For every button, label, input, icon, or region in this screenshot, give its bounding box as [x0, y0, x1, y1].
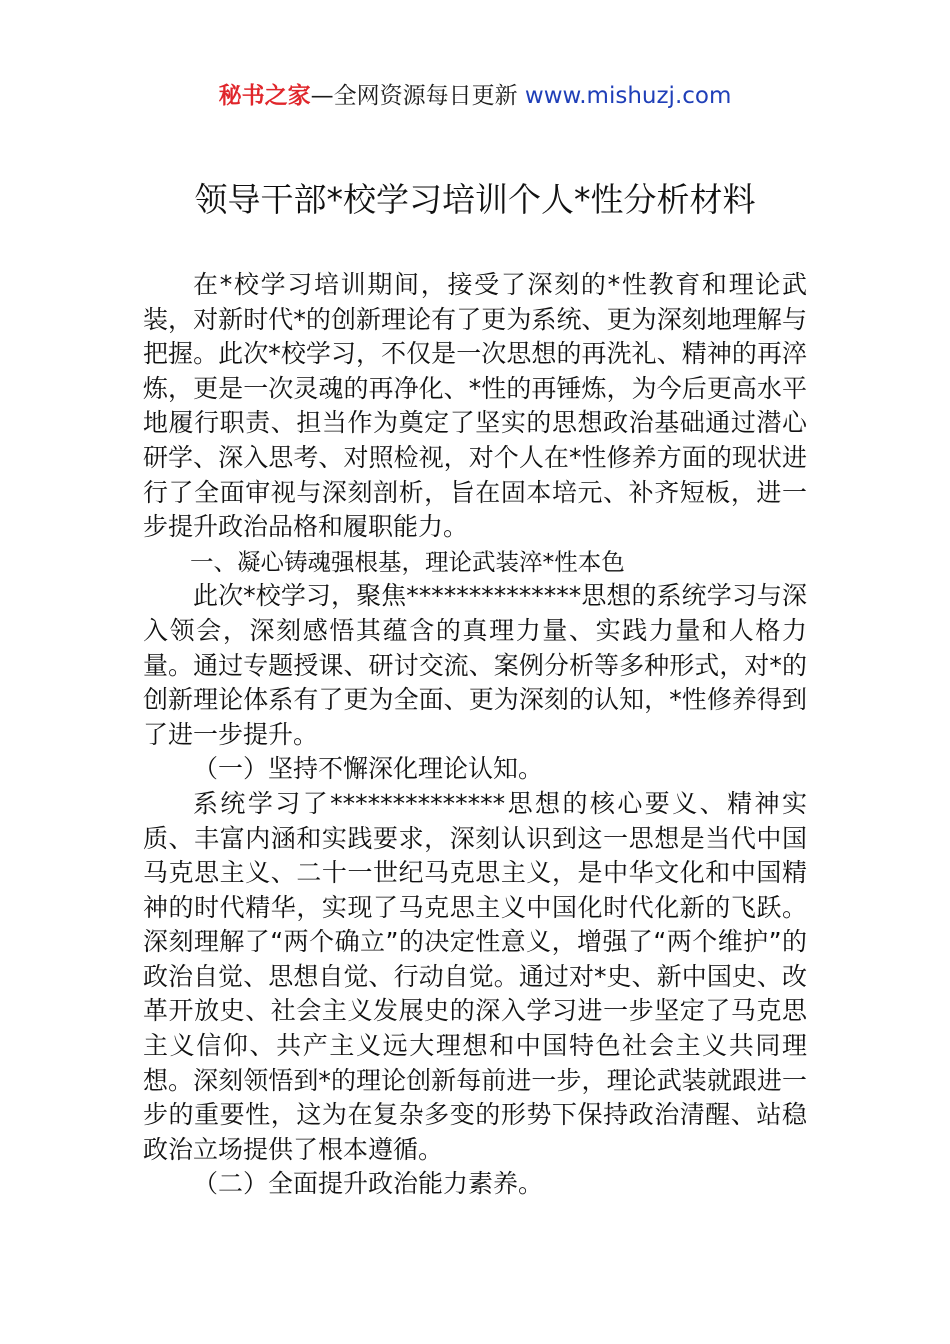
paragraph-intro: 在*校学习培训期间，接受了深刻的*性教育和理论武装，对新时代*的创新理论有了更为系统、更为深刻地理解与把握。此次*校学习，不仅是一次思想的再洗礼、精神的再淬炼，更是一次灵魂的再净化、*性的再锤炼，为今后更高水平地履行职责、担当作为奠定了坚实的思想政治基础通过潜心研学、深入思考、对照检视，对个人在*性修养方面的现状进行了全面审视与深刻剖析，旨在固本培元、补齐短板，进一步提升政治品格和履职能力。 [143, 270, 807, 542]
section-heading-1: 一、凝心铸魂强根基，理论武装淬*性本色 [190, 547, 625, 576]
site-url-link[interactable]: www.mishuzj.com [524, 83, 732, 109]
paragraph-section-1: 此次*校学习，聚焦**************思想的系统学习与深入领会，深刻感悟其蕴含的真理力量、实践力量和人格力量。通过专题授课、研讨交流、案例分析等多种形式，对*的创新理论体系有了更为全面、更为深刻的认知，*性修养得到了进一步提升。 [143, 581, 807, 749]
document-body [143, 268, 807, 1202]
site-brand: 秘书之家 [218, 83, 311, 109]
site-tagline: —全网资源每日更新 [310, 83, 525, 109]
subheading-2: （二）全面提升政治能力素养。 [193, 1169, 544, 1199]
paragraph-subsection-1: 系统学习了**************思想的核心要义、精神实质、丰富内涵和实践要求，深刻认识到这一思想是当代中国马克思主义、二十一世纪马克思主义，是中华文化和中国精神的时代精华，实现了马克思主义中国化时代化新的飞跃。深刻理解了“两个确立”的决定性意义，增强了“两个维护”的政治自觉、思想自觉、行动自觉。通过对*史、新中国史、改革开放史、社会主义发展史的深入学习进一步坚定了马克思主义信仰、共产主义远大理想和中国特色社会主义共同理想。深刻领悟到*的理论创新每前进一步，理论武装就跟进一步的重要性，这为在复杂多变的形势下保持政治清醒、站稳政治立场提供了根本遵循。 [143, 788, 807, 1164]
site-header [0, 80, 950, 112]
subheading-1: （一）坚持不懈深化理论认知。 [193, 754, 544, 784]
document-title: 领导干部*校学习培训个人*性分析材料 [194, 180, 756, 219]
